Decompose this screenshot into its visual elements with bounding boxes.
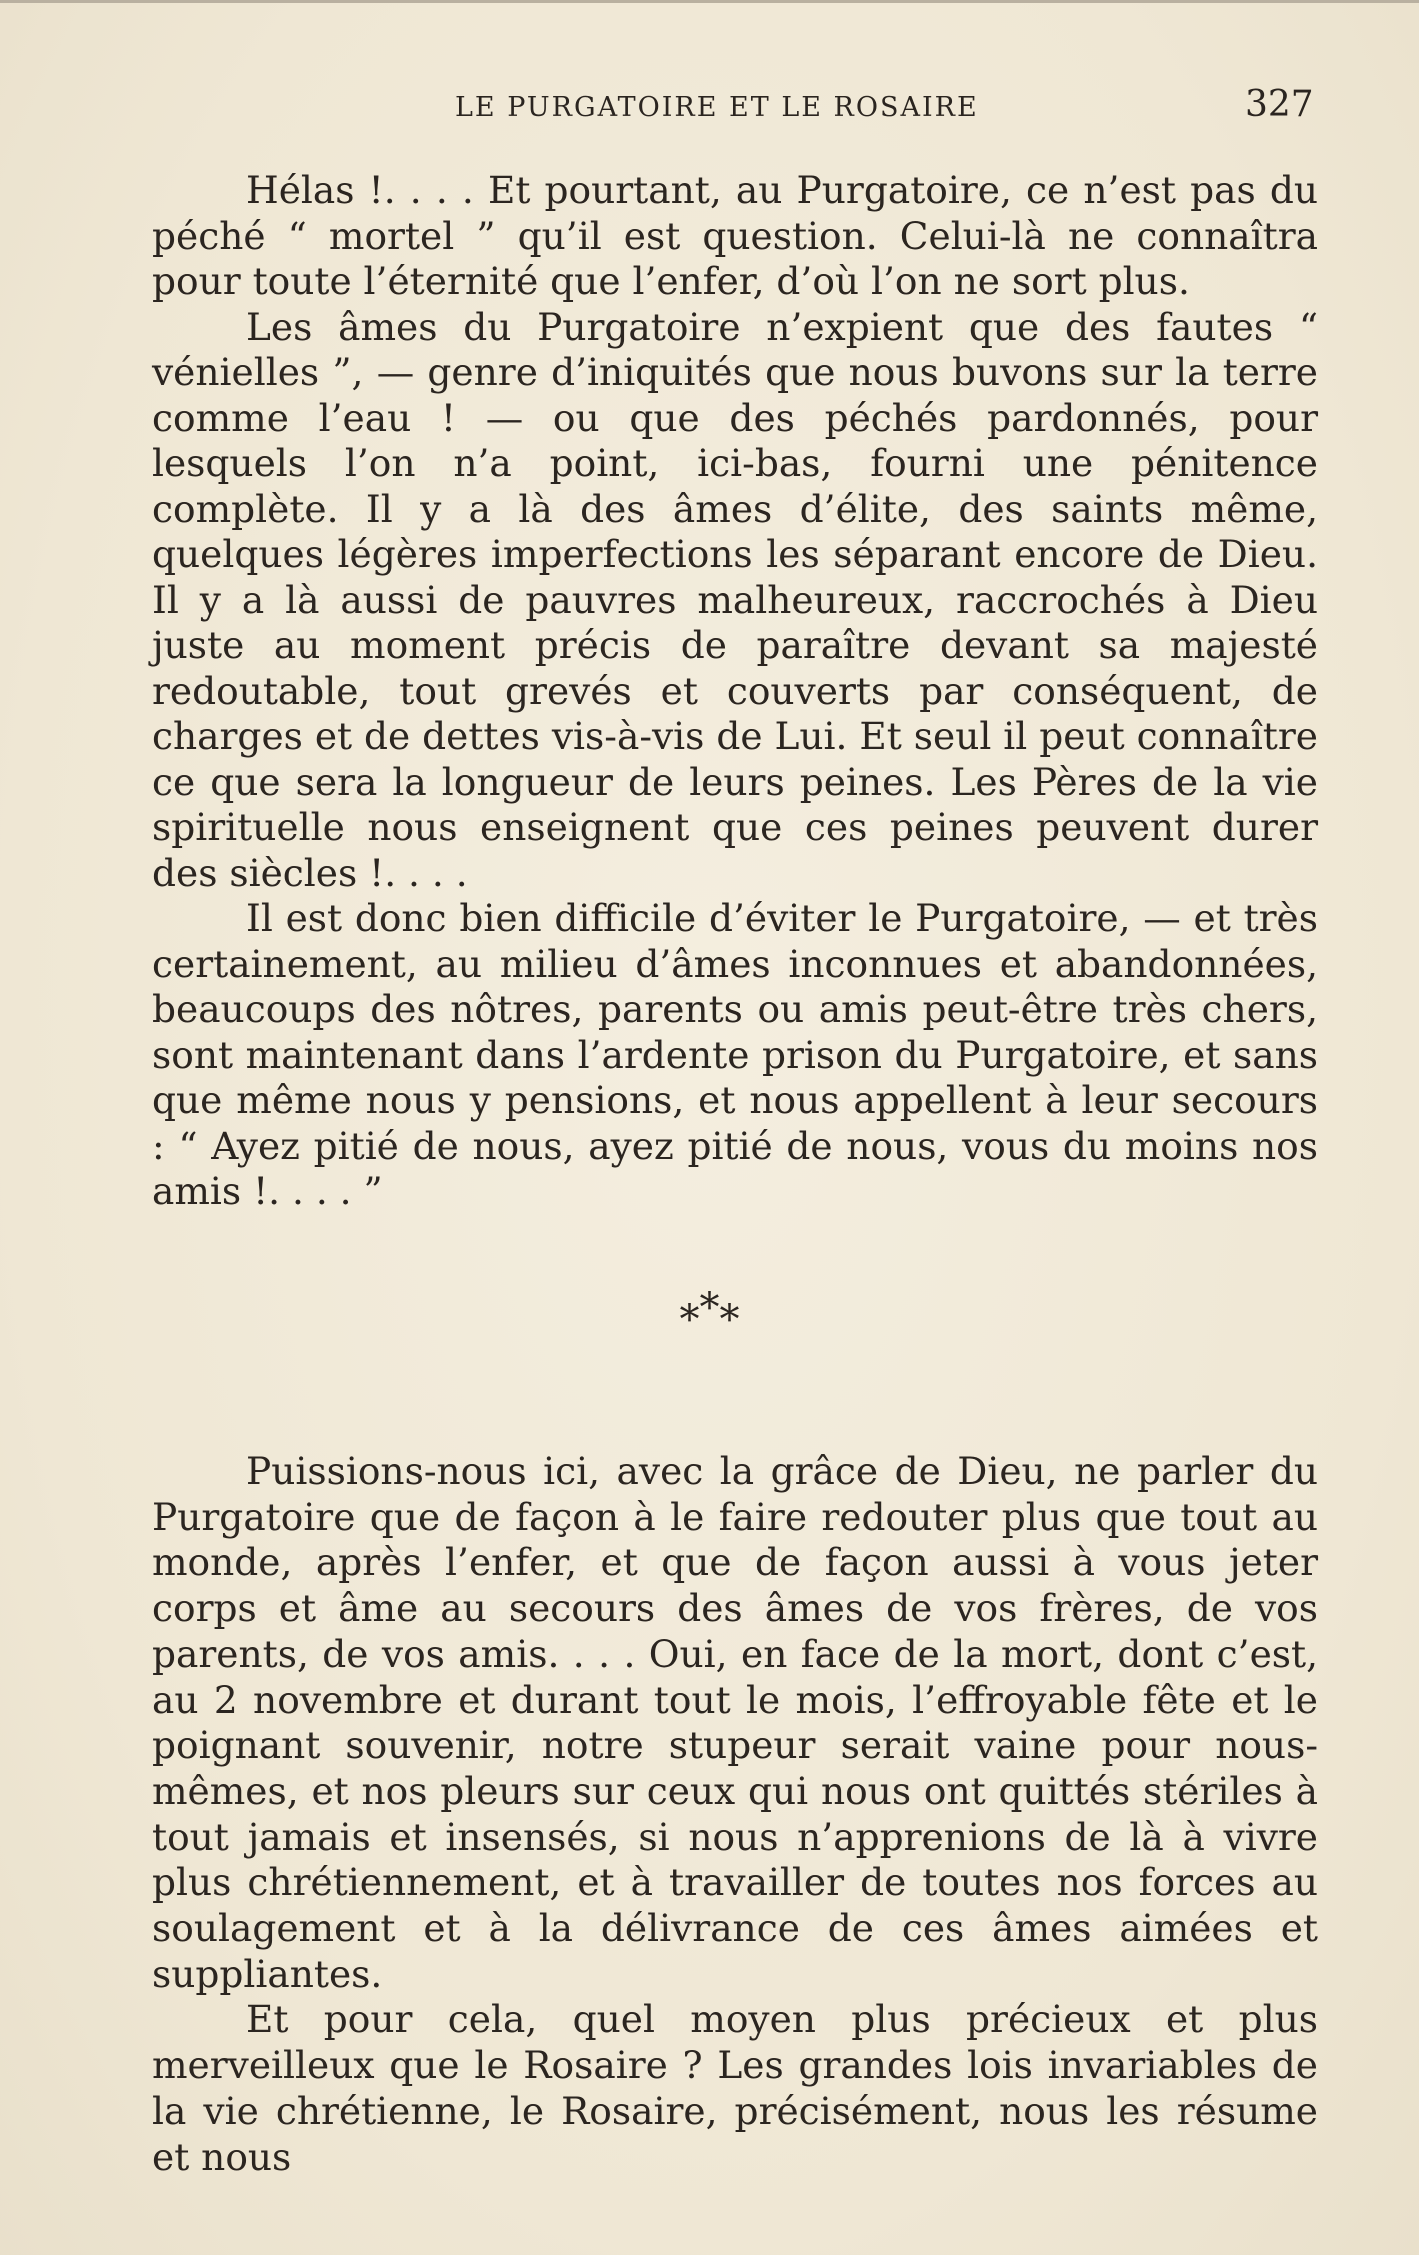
running-title: LE PURGATOIRE ET LE ROSAIRE [455,92,979,123]
text-section-2 [152,1449,1318,2180]
top-border [0,0,1419,3]
asterisk: * [679,1297,700,1343]
text-section-1 [152,168,1318,1215]
asterisk: * [699,1285,720,1331]
page-number: 327 [1245,84,1314,125]
paragraph: Hélas !. . . . Et pourtant, au Purgatoire, ce n’est pas du péché “ mortel ” qu’il est question. Celui-là ne connaîtra pour toute l’éternité que l’enfer, d’où l’on ne sort plus. [152,168,1318,303]
section-separator [0,1285,1419,1350]
running-header [0,80,1419,130]
asterisk: * [719,1297,740,1343]
paragraph: Et pour cela, quel moyen plus précieux et plus merveilleux que le Rosaire ? Les grandes lois invariables de la vie chrétienne, le Rosaire, précisément, nous les résume et nous [152,1997,1318,2179]
paragraph: Il est donc bien difficile d’éviter le Purgatoire, — et très certainement, au milieu d’âmes inconnues et abandonnées, beaucoups des nôtres, parents ou amis peut-être très chers, sont maintenant dans l’ardente prison du Purgatoire, et sans que même nous y pensions, et nous appellent à leur secours : “ Ayez pitié de nous, ayez pitié de nous, vous du moins nos amis !. . . . ” [152,896,1318,1213]
paragraph: Les âmes du Purgatoire n’expient que des fautes “ vénielles ”, — genre d’iniquités que nous buvons sur la terre comme l’eau ! — ou que des péchés pardonnés, pour lesquels l’on n’a point, ici-bas, fourni une pénitence complète. Il y a là des âmes d’élite, des saints même, quelques légères imperfections les séparant encore de Dieu. Il y a là aussi de pauvres malheureux, raccrochés à Dieu juste au moment précis de paraître devant sa majesté redoutable, tout grevés et couverts par conséquent, de charges et de dettes vis-à-vis de Lui. Et seul il peut connaître ce que sera la longueur de leurs peines. Les Pères de la vie spirituelle nous enseignent que ces peines peuvent durer des siècles !. . . . [152,304,1318,895]
paragraph: Puissions-nous ici, avec la grâce de Dieu, ne parler du Purgatoire que de façon à le faire redouter plus que tout au monde, après l’enfer, et que de façon aussi à vous jeter corps et âme au secours des âmes de vos frères, de vos parents, de vos amis. . . . Oui, en face de la mort, dont c’est, au 2 novembre et durant tout le mois, l’effroyable fête et le poignant souvenir, notre stupeur serait vaine pour nous-mêmes, et nos pleurs sur ceux qui nous ont quittés stériles à tout jamais et insensés, si nous n’apprenions de là à vivre plus chrétiennement, et à travailler de toutes nos forces au soulagement et à la délivrance de ces âmes aimées et suppliantes. [152,1449,1318,1996]
